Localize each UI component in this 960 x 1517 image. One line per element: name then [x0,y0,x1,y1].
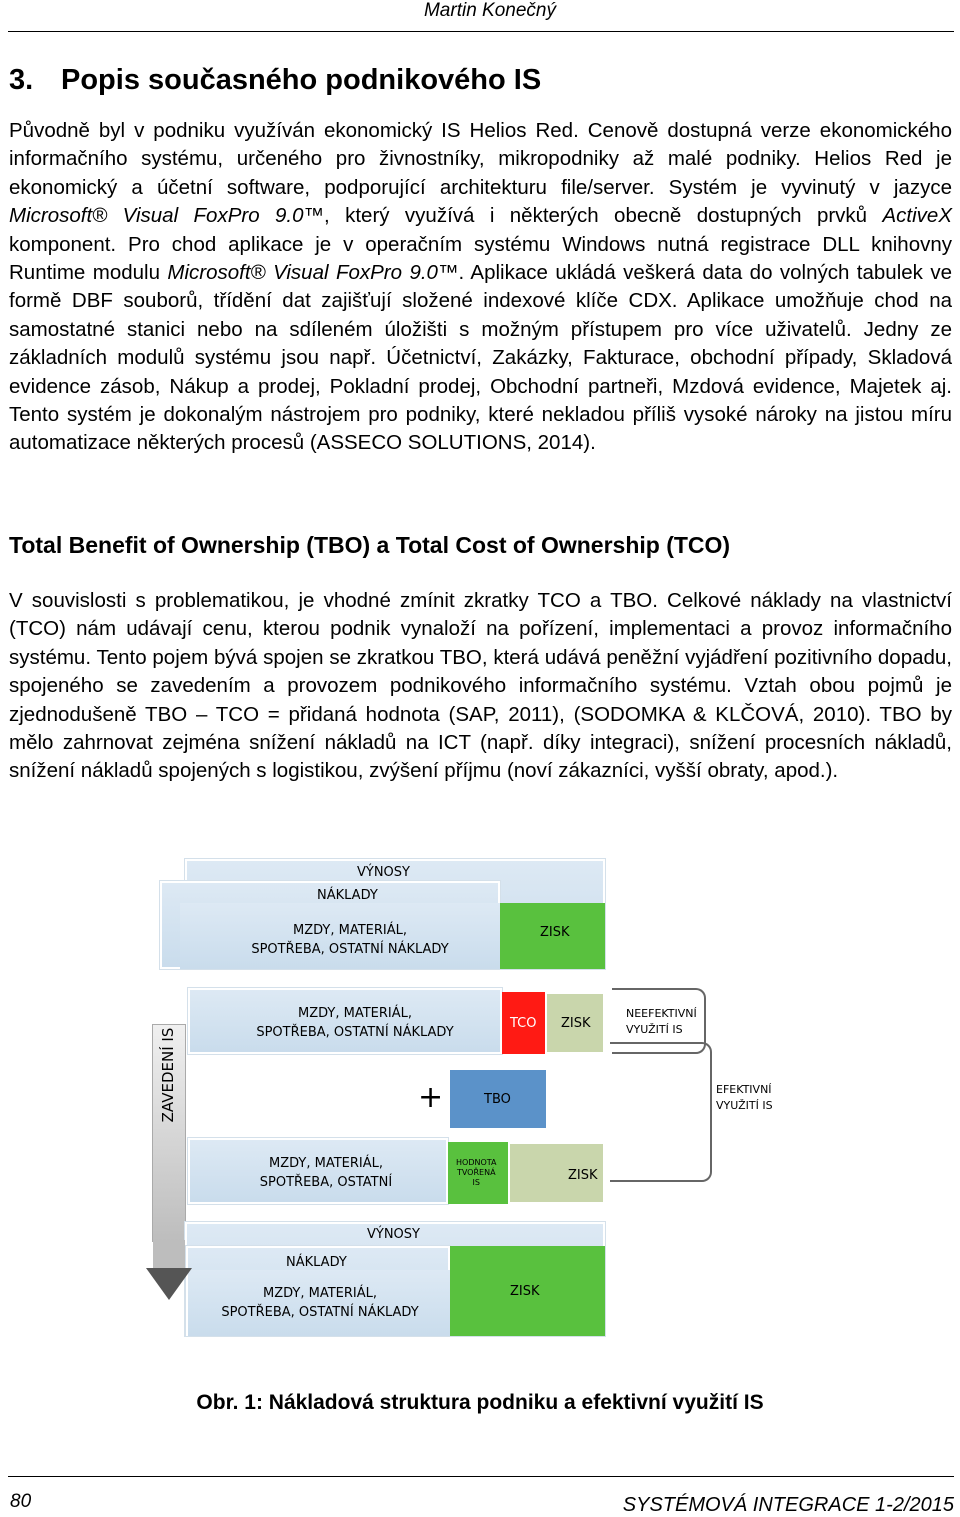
row3-hodnota-label: HODNOTA TVOŘENÁ IS [456,1158,497,1187]
row3-mzdy-block [188,1138,448,1204]
para1-text-g: ™. Aplikace ukládá veškerá data do volných tabulek ve formě DBF souborů, třídění dat zajišťují složené indexové klíče CDX. Aplikace umožňuje chod na samostatné stanici nebo na sdíleném úložišti s možným přístupem pro více uživatelů. Jedny ze základních modulů systému jsou např. Účetnictví, Zakázky, Fakturace, obchodní případy, Skladová evidence zásob, Nákup a prodej, Pokladní prodej, Obchodní partneři, Mzdová evidence, Majetek aj. Tento systém je dokonalým nástrojem pro podniky, které nekladou příliš vysoké nároky na jistou míru automatizace některých procesů (ASSECO SOLUTIONS, 2014). [9,261,952,455]
footer-rule [8,1476,954,1477]
arrow-head [146,1268,192,1300]
row3-zisk-block [508,1142,605,1204]
para1-product-name: Microsoft® Visual FoxPro 9.0 [9,204,304,228]
subheading: Total Benefit of Ownership (TBO) a Total Cost of Ownership (TCO) [9,532,731,558]
row2-tco-label: TCO [510,1016,537,1031]
figure-caption: Obr. 1: Nákladová struktura podniku a efektivní využití IS [196,1391,764,1414]
header-rule [8,31,954,32]
row3-note: EFEKTIVNÍ VYUŽITÍ IS [716,1083,773,1112]
top-vynosy-label: VÝNOSY [357,865,410,880]
row2-tco-block [502,992,545,1054]
journal-name: SYSTÉMOVÁ INTEGRACE 1-2/2015 [622,1494,954,1516]
top-naklady-label: NÁKLADY [317,888,378,903]
row2-mzdy-block [188,988,502,1054]
bottom-zisk-block [450,1246,605,1336]
top-zisk-label: ZISK [540,925,570,940]
row2-note: NEEFEKTIVNÍ VYUŽITÍ IS [626,1007,697,1036]
row3-brace [610,1042,712,1182]
top-mzdy-block [180,903,500,969]
paragraph-helios [9,117,952,458]
bottom-mzdy-label: MZDY, MATERIÁL, SPOTŘEBA, OSTATNÍ NÁKLADY [221,1286,419,1320]
arrow-shaft-lower [153,1240,185,1270]
para1-text-e: komponent. Pro chod aplikace je v operačním systému Windows nutná registrace DLL knihovny Runtime modulu [9,232,952,285]
section-heading [9,64,541,97]
section-title: Popis současného podnikového IS [61,64,542,96]
row2-zisk-label: ZISK [561,1016,591,1031]
page-number: 80 [10,1491,32,1512]
top-zisk-block [500,903,605,969]
row2-zisk-block [545,992,605,1054]
bottom-naklady-label: NÁKLADY [286,1255,347,1270]
top-mzdy-label: MZDY, MATERIÁL, SPOTŘEBA, OSTATNÍ NÁKLADY [251,923,449,957]
plus-sign: + [418,1080,444,1115]
tbo-block [448,1068,548,1130]
cost-structure-figure [0,850,960,1240]
para1-text-a: Původně byl v podniku využíván ekonomický IS Helios Red. Cenově dostupná verze ekonomického informačního systému, určeného pro živnostníky, mikropodniky až malé podniky. Helios Red je ekonomický a účetní software, podporující architekturu file/server. Systém je vyvinutý v jazyce [9,119,952,199]
row3-hodnota-block [448,1142,508,1204]
bottom-mzdy-block [188,1270,450,1336]
paragraph-tco-tbo: V souvislosti s problematikou, je vhodné zmínit zkratky TCO a TBO. Celkové náklady na vlastnictví (TCO) nám udávají cenu, kterou podnik vynaloží na pořízení, implementaci a provoz informačního systému. Tento pojem bývá spojen se zkratkou TBO, která udává peněžní vyjádření pozitivního dopadu, spojeného se zavedením a provozem podnikového informačního systému. Vztah obou pojmů je zjednodušeně TBO – TCO = přidaná hodnota (SAP, 2011), (SODOMKA & KLČOVÁ, 2010). TBO by mělo zahrnovat zejména snížení nákladů na ICT (např. díky integraci), snížení procesních nákladů, snížení nákladů spojených s logistikou, zvýšení příjmu (noví zákazníci, vyšší obraty, apod.). [9,589,952,783]
header-author: Martin Konečný [423,0,556,21]
arrow-label: ZAVEDENÍ IS [159,1027,177,1123]
para1-product-name-2: Microsoft® Visual FoxPro 9.0 [167,261,438,285]
bottom-vynosy-label: VÝNOSY [367,1227,420,1242]
bottom-zisk-label: ZISK [510,1284,540,1299]
tbo-label: TBO [484,1092,511,1107]
para1-activex: ActiveX [882,204,952,228]
row3-mzdy-label: MZDY, MATERIÁL, SPOTŘEBA, OSTATNÍ [259,1156,393,1190]
section-number: 3. [9,64,34,96]
row3-zisk-label: ZISK [568,1168,598,1183]
para1-text-c: ™, který využívá i některých obecně dostupných prvků [303,204,883,228]
row2-mzdy-label: MZDY, MATERIÁL, SPOTŘEBA, OSTATNÍ NÁKLADY [256,1006,454,1040]
